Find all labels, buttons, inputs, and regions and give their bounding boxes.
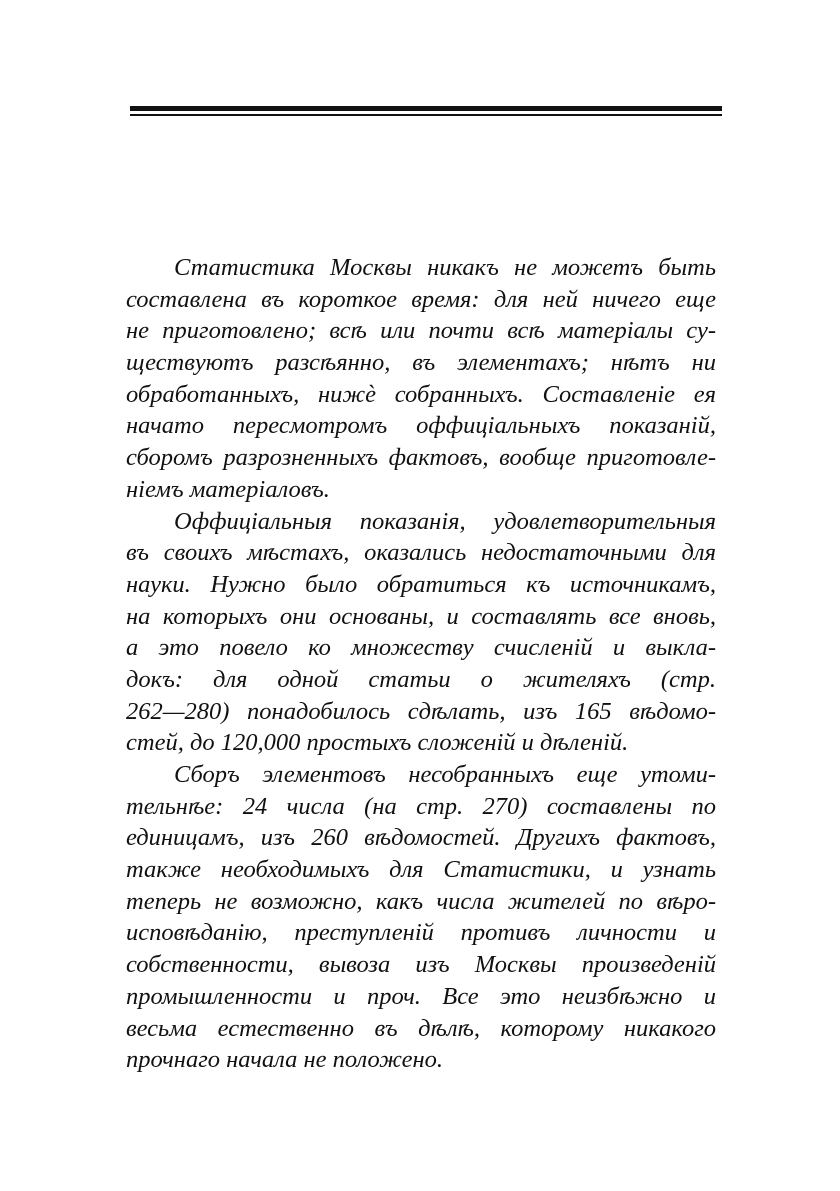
text-line: сборомъ разрозненныхъ фактовъ, вообще приготовле- (126, 444, 716, 472)
text-line: составлена въ короткое время: для ней ничего еще (126, 285, 716, 313)
header-rule-thin-line (130, 114, 722, 116)
text-line: не приготовлено; всѣ или почти всѣ матеріалы су- (126, 317, 716, 345)
text-line: стей, до 120,000 простыхъ сложеній и дѣленій. (126, 729, 629, 757)
text-line: Сборъ элементовъ несобранныхъ еще утоми- (174, 761, 716, 788)
text-line: обработанныхъ, нижè собранныхъ. Составленіе ея (126, 380, 716, 408)
text-line: собственности, вывоза изъ Москвы произведеній (126, 951, 716, 979)
text-line: прочнаго начала не положено. (126, 1046, 444, 1074)
text-line: также необходимыхъ для Статистики, и узнать (126, 856, 716, 884)
text-line: 262—280) понадобилось сдѣлать, изъ 165 вѣдомо- (126, 697, 716, 725)
text-line: ніемъ матеріаловъ. (126, 475, 330, 503)
text-line: докъ: для одной статьи о жителяхъ (стр. (126, 665, 716, 693)
text-line: единицамъ, изъ 260 вѣдомостей. Другихъ фактовъ, (126, 824, 716, 852)
text-line: на которыхъ они основаны, и составлять все вновь, (126, 602, 716, 630)
text-line: теперь не возможно, какъ числа жителей по вѣро- (126, 887, 716, 915)
text-line: науки. Нужно было обратиться къ источникамъ, (126, 570, 716, 598)
text-line: Статистика Москвы никакъ не можетъ быть (174, 254, 716, 281)
text-line: а это повело ко множеству счисленій и выкла- (126, 634, 716, 662)
text-line: ществуютъ разсѣянно, въ элементахъ; нѣтъ ни (126, 349, 716, 377)
paragraph (126, 759, 716, 1076)
text-line: въ своихъ мѣстахъ, оказались недостаточными для (126, 539, 716, 567)
paragraph (126, 252, 716, 506)
text-line: начато пересмотромъ оффиціальныхъ показаній, (126, 412, 716, 440)
text-line: весьма естественно въ дѣлѣ, которому никакого (126, 1014, 716, 1042)
text-line: тельнѣе: 24 числа (на стр. 270) составлены по (126, 792, 716, 820)
text-line: Оффиціальныя показанія, удовлетворительныя (174, 507, 716, 535)
text-line: промышленности и проч. Все это неизбѣжно и (126, 982, 716, 1010)
paragraph (126, 506, 716, 760)
body-text (126, 252, 716, 1076)
header-rule (130, 106, 722, 116)
text-line: исповѣданію, преступленій противъ личности и (126, 919, 716, 947)
